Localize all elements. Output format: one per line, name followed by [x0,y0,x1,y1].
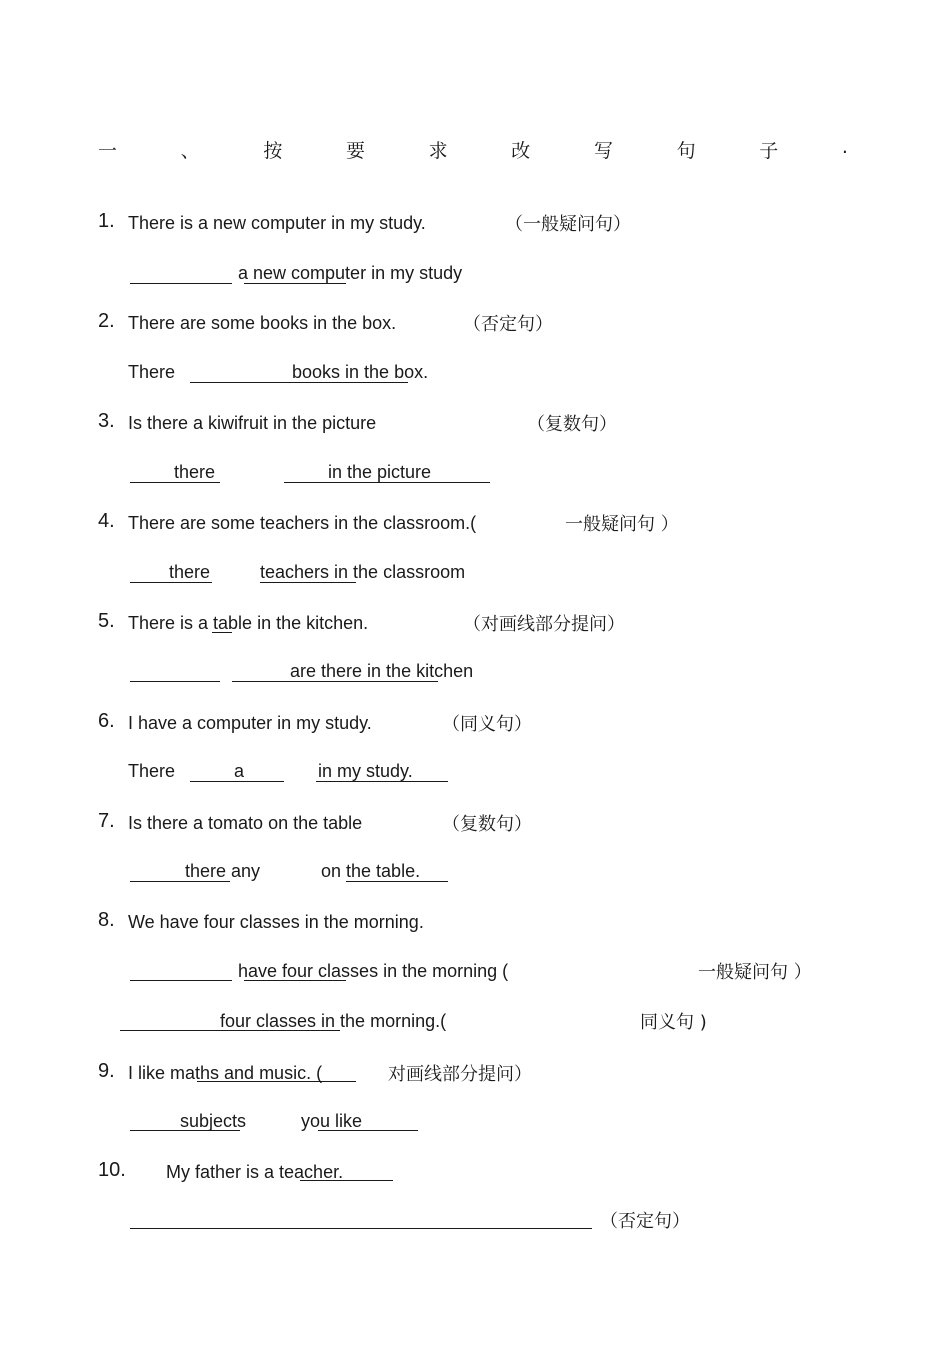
item-instruction: （对画线部分提问） [463,614,625,635]
heading-char: 改 [511,140,531,162]
answer-underline [260,582,356,583]
item-sentence: Is there a tomato on the table [128,813,363,833]
item-number: 4. [98,510,115,532]
answer-text: a [234,761,245,781]
answer-text: there [174,462,216,482]
item-instruction: （复数句） [527,414,617,435]
answer-underline [244,980,346,981]
answer-text: books in the box. [292,362,429,382]
answer-text: there any [185,861,261,881]
item-instruction: （否定句） [600,1211,690,1232]
answer-blank[interactable] [130,681,220,682]
answer-text: have four classes in the morning ( [238,961,509,981]
answer-text: on the table. [321,861,421,881]
item-instruction: 一般疑问句 ） [565,514,679,535]
answer-underline [292,382,408,383]
answer-blank[interactable] [190,382,292,383]
question-underline [300,1180,393,1181]
answer-blank[interactable] [130,980,232,981]
heading-char: . [841,136,848,158]
heading-char: 一 [98,140,118,162]
answer-text: in the picture [328,462,432,482]
answer-text: four classes in the morning.( [220,1011,447,1031]
item-instruction: （复数句） [442,814,532,835]
heading-char: 子 [759,140,779,162]
item-instruction: （否定句） [463,314,553,335]
heading-char: 、 [180,140,200,162]
answer-text: in my study. [318,761,413,781]
item-sentence: My father is a teacher. [166,1162,344,1182]
item-sentence: I like maths and music. ( [128,1063,323,1083]
item-sentence: We have four classes in the morning. [128,912,424,932]
item-sentence: Is there a kiwifruit in the picture [128,413,377,433]
heading-char: 按 [263,140,283,162]
item-number: 6. [98,710,115,732]
answer-underline [222,1030,340,1031]
item-number: 9. [98,1060,115,1082]
item-sentence: There is a new computer in my study. [128,213,426,233]
answer-underline [318,1130,418,1131]
answer-blank[interactable] [130,283,232,284]
item-number: 2. [98,310,115,332]
item-instruction: （同义句） [442,714,532,735]
item-instruction: 一般疑问句 ） [698,962,812,983]
item-number: 7. [98,810,115,832]
answer-prefix: There [128,761,176,781]
item-sentence: There are some books in the box. [128,313,397,333]
question-underline [212,632,232,633]
question-underline [197,1081,356,1082]
item-instruction: （一般疑问句） [505,214,631,235]
item-number: 10. [98,1159,126,1181]
answer-blank[interactable] [120,1030,222,1031]
answer-underline [346,881,448,882]
item-sentence: There are some teachers in the classroom.( [128,513,477,533]
answer-text: a new computer in my study [238,263,463,283]
item-instruction: 对画线部分提问） [388,1064,532,1085]
item-sentence: There is a table in the kitchen. [128,613,369,633]
answer-text: subjects [180,1111,247,1131]
heading-char: 写 [593,140,613,162]
answer-text: teachers in the classroom [260,562,466,582]
item-instruction: 同义句 ) [640,1012,707,1033]
answer-blank[interactable] [130,1228,592,1229]
item-number: 3. [98,410,115,432]
answer-underline [324,681,438,682]
item-number: 8. [98,909,115,931]
heading-char: 求 [428,140,448,162]
item-sentence: I have a computer in my study. [128,713,372,733]
answer-prefix: There [128,362,176,382]
answer-text: are there in the kitchen [290,661,474,681]
answer-text: you like [301,1111,363,1131]
answer-underline [244,283,346,284]
worksheet-heading [98,136,848,163]
item-number: 5. [98,610,115,632]
answer-text: there [169,562,211,582]
heading-char: 句 [676,140,696,162]
heading-char: 要 [345,140,365,162]
item-number: 1. [98,210,115,232]
